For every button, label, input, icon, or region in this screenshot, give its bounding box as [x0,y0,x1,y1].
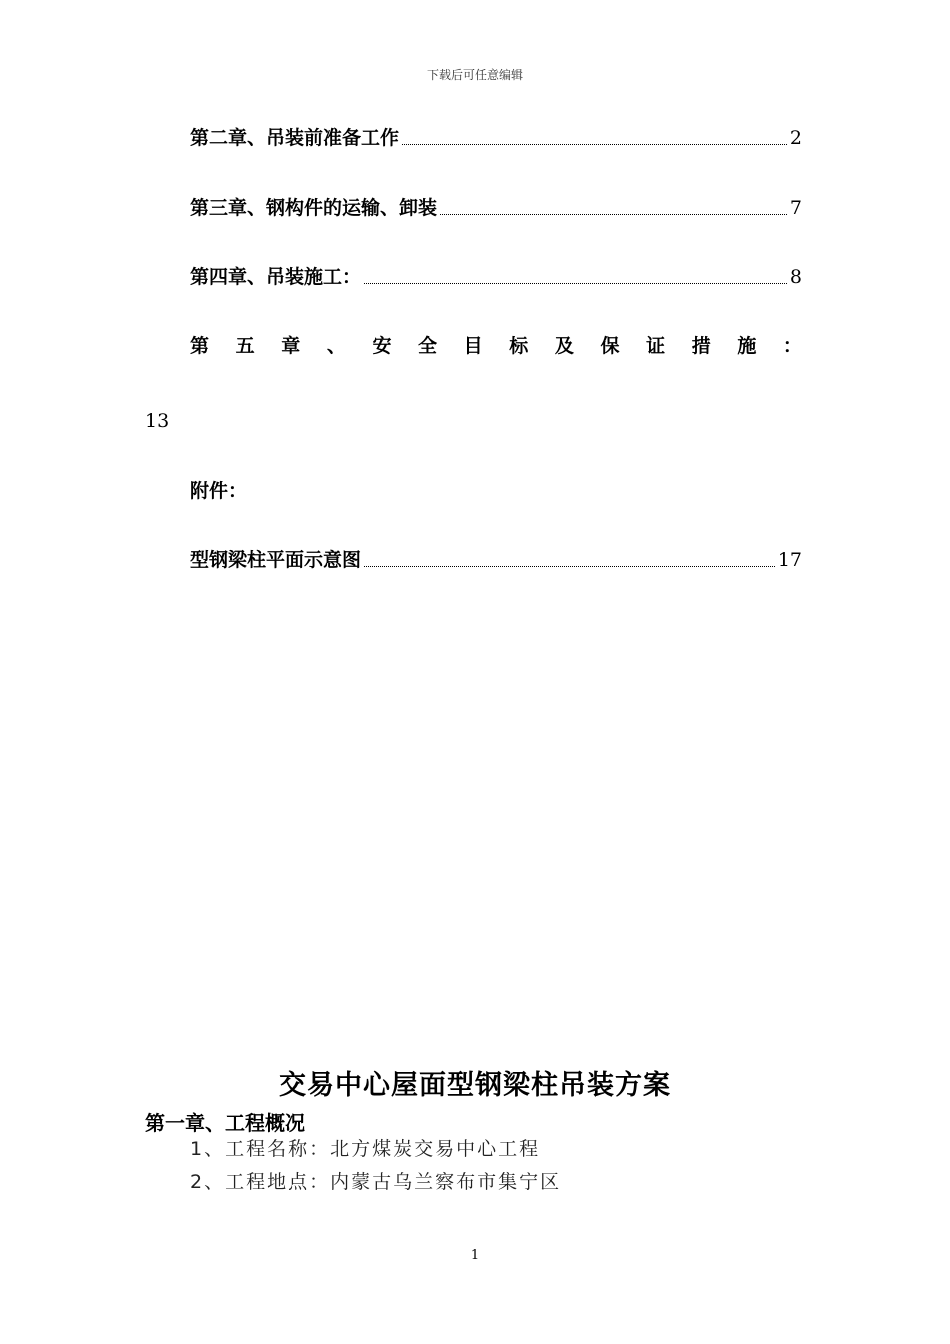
toc-entry-label: 第四章、吊装施工： [190,266,362,288]
toc-char: 目 [463,335,483,357]
toc-char: ： [782,335,802,357]
toc-entry-page: 8 [789,266,802,288]
toc-entry-page: 17 [777,549,802,571]
toc-entry-page: 7 [789,197,802,219]
toc-attachments-heading: 附件： [190,480,248,502]
toc-leader-dots [364,565,775,567]
document-title: 交易中心屋面型钢梁柱吊装方案 [279,1070,671,1101]
toc-char: 全 [418,335,438,357]
toc-char: 安 [372,335,392,357]
toc-char: 证 [646,335,666,357]
toc-char: 五 [235,335,255,357]
toc-entry-label: 第二章、吊装前准备工作 [190,127,400,149]
toc-leader-dots [440,213,787,215]
page-number: 1 [470,1248,480,1263]
toc-entry-chapter-2[interactable] [190,124,802,150]
toc-leader-dots [364,282,787,284]
chapter-heading: 第一章、工程概况 [145,1111,305,1135]
toc-char: 第 [190,335,210,357]
project-name-line: 1、工程名称：北方煤炭交易中心工程 [190,1138,541,1160]
toc-entry-attachment[interactable] [190,546,802,572]
header-note: 下载后可任意编辑 [426,68,523,82]
toc-entry-chapter-4[interactable] [190,263,802,289]
toc-char: 章 [281,335,301,357]
project-location-line: 2、工程地点：内蒙古乌兰察布市集宁区 [190,1171,562,1193]
toc-entry-label: 第三章、钢构件的运输、卸装 [190,197,438,219]
toc-char: 标 [509,335,529,357]
toc-char: 施 [737,335,757,357]
toc-entry-page: 2 [789,127,802,149]
toc-entry-label: 型钢梁柱平面示意图 [190,549,362,571]
toc-char: 及 [554,335,574,357]
toc-char: 措 [691,335,711,357]
toc-char: 、 [326,335,346,357]
toc-chapter-5-page: 13 [145,410,170,432]
toc-leader-dots [402,143,787,145]
toc-char: 保 [600,335,620,357]
toc-entry-chapter-3[interactable] [190,194,802,220]
toc-entry-chapter-5[interactable] [190,333,802,359]
